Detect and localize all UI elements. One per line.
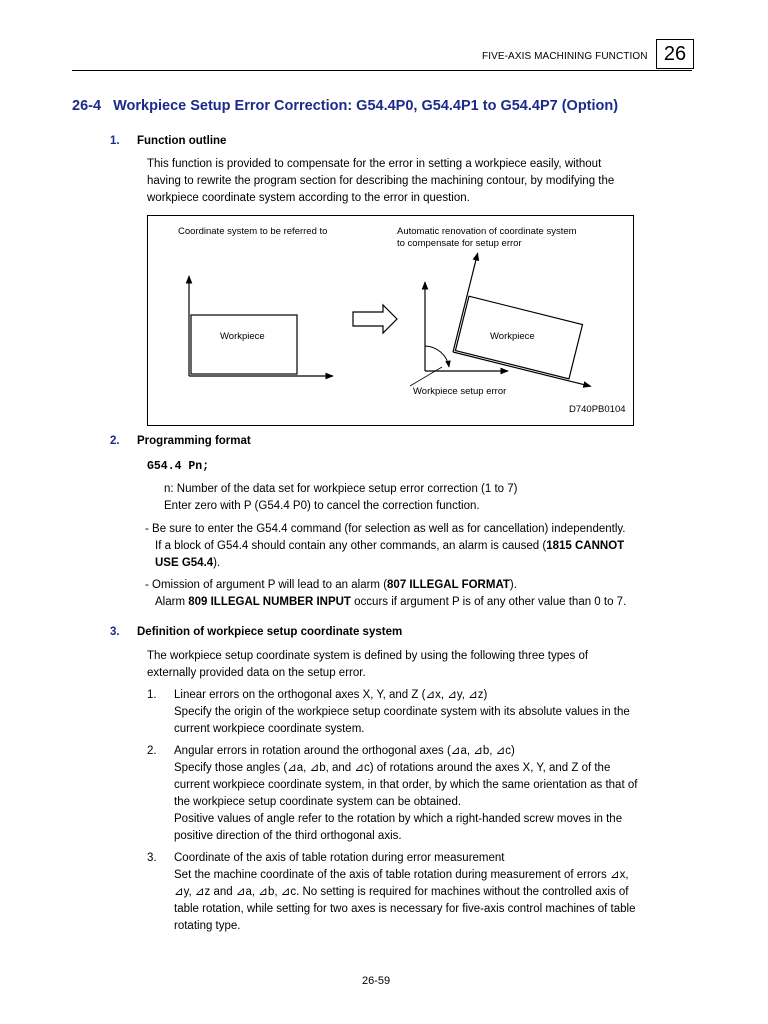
header-rule — [72, 70, 692, 71]
right-workpiece-label: Workpiece — [490, 331, 535, 342]
definition-intro — [147, 648, 694, 682]
figure-id: D740PB0104 — [569, 404, 626, 415]
bullet-2-close: ). — [509, 579, 517, 591]
text-line: current workpiece coordinate system, in that order, by which the same orientation as that of — [174, 779, 638, 791]
text-line: Linear errors on the orthogonal axes X, Y, and Z (⊿x, ⊿y, ⊿z) — [174, 689, 488, 701]
item-3-number: 3. — [147, 852, 157, 864]
text-line: workpiece coordinate system according to the error in question. — [147, 192, 470, 204]
subsection-3-title: Definition of workpiece setup coordinate system — [137, 626, 403, 638]
bullet-1-line-1: - Be sure to enter the G54.4 command (for selection as well as for cancellation) independently. — [145, 523, 626, 535]
text-line: The workpiece setup coordinate system is defined by using the following three types of — [147, 650, 589, 662]
item-3-text — [174, 850, 636, 935]
rotated-y-axis — [453, 253, 478, 352]
setup-error-leader — [410, 367, 442, 386]
section-number: 26-4 — [72, 98, 102, 114]
text-line: ⊿y, ⊿z and ⊿a, ⊿b, ⊿c. No setting is required for machines without the controlled axis of — [174, 886, 629, 898]
bullet-1-close: ). — [213, 557, 221, 569]
text-line: Specify the origin of the workpiece setup coordinate system with its absolute values in the — [174, 706, 630, 718]
function-outline-text — [147, 156, 694, 207]
bullet-2-line-2 — [155, 594, 626, 611]
text-line: Specify those angles (⊿a, ⊿b, and ⊿c) of rotations around the axes X, Y, and Z of the — [174, 762, 611, 774]
programming-format-code: G54.4 Pn; — [147, 460, 210, 473]
item-1-text — [174, 687, 630, 738]
text-line: having to rewrite the program section for describing the machining contour, by modifying the — [147, 175, 615, 187]
alarm-1815-cont: USE G54.4 — [155, 557, 214, 569]
figure-drawing — [148, 216, 633, 425]
section-title-text: Workpiece Setup Error Correction: G54.4P0, G54.4P1 to G54.4P7 (Option) — [113, 98, 619, 114]
right-coordinate-system — [410, 253, 615, 386]
zero-description: Enter zero with P (G54.4 P0) to cancel the correction function. — [164, 500, 480, 512]
left-workpiece-rect — [191, 315, 297, 374]
setup-error-angle-arc — [425, 346, 449, 367]
subsection-1-title: Function outline — [137, 135, 227, 147]
item-1-number: 1. — [147, 689, 157, 701]
left-workpiece-label: Workpiece — [220, 331, 265, 342]
bullet-1-line-2 — [155, 538, 624, 555]
text-line: Coordinate of the axis of table rotation during error measurement — [174, 852, 505, 864]
text-line: the workpiece setup coordinate system can be obtained. — [174, 796, 462, 808]
n-description: n: Number of the data set for workpiece setup error correction (1 to 7) — [164, 483, 518, 495]
transform-arrow-icon — [353, 305, 397, 333]
bullet-2b-text: Alarm — [155, 596, 189, 608]
item-2-number: 2. — [147, 745, 157, 757]
rotated-x-axis — [453, 352, 591, 386]
text-line: Angular errors in rotation around the orthogonal axes (⊿a, ⊿b, ⊿c) — [174, 745, 515, 757]
left-figure-label: Coordinate system to be referred to — [178, 226, 328, 237]
figure — [147, 215, 634, 426]
alarm-807: 807 ILLEGAL FORMAT — [387, 579, 510, 591]
text-line: positive direction of the third orthogonal axis. — [174, 830, 402, 842]
bullet-2-text: - Omission of argument P will lead to an alarm ( — [145, 579, 388, 591]
text-line: current workpiece coordinate system. — [174, 723, 365, 735]
chapter-number: 26 — [656, 39, 694, 69]
item-2-text — [174, 743, 637, 845]
right-figure-label-2: to compensate for setup error — [397, 238, 522, 249]
text-line: rotating type. — [174, 920, 241, 932]
bullet-1-line-3 — [155, 555, 220, 572]
text-line: Set the machine coordinate of the axis of table rotation during measurement of errors ⊿x, — [174, 869, 629, 881]
subsection-2-title: Programming format — [137, 435, 251, 447]
alarm-1815: 1815 CANNOT — [546, 540, 625, 552]
text-line: This function is provided to compensate for the error in setting a workpiece easily, without — [147, 158, 602, 170]
running-head: FIVE-AXIS MACHINING FUNCTION — [482, 51, 648, 62]
page-number: 26-59 — [362, 975, 391, 987]
rotated-system — [453, 253, 615, 386]
text-line: externally provided data on the setup error. — [147, 667, 366, 679]
alarm-809: 809 ILLEGAL NUMBER INPUT — [188, 596, 351, 608]
bullet-2-line-1 — [145, 577, 517, 594]
bullet-1-text: If a block of G54.4 should contain any other commands, an alarm is caused ( — [155, 540, 547, 552]
section-title — [72, 98, 618, 114]
subsection-1-number: 1. — [110, 135, 120, 147]
subsection-2-number: 2. — [110, 435, 120, 447]
text-line: table rotation, while setting for two axes is necessary for five-axis control machines of table — [174, 903, 636, 915]
right-figure-label-1: Automatic renovation of coordinate system — [397, 226, 577, 237]
text-line: Positive values of angle refer to the rotation by which a right-handed screw moves in the — [174, 813, 623, 825]
subsection-3-number: 3. — [110, 626, 120, 638]
bullet-2b-close: occurs if argument P is of any other value than 0 to 7. — [350, 596, 627, 608]
setup-error-label: Workpiece setup error — [413, 386, 507, 397]
